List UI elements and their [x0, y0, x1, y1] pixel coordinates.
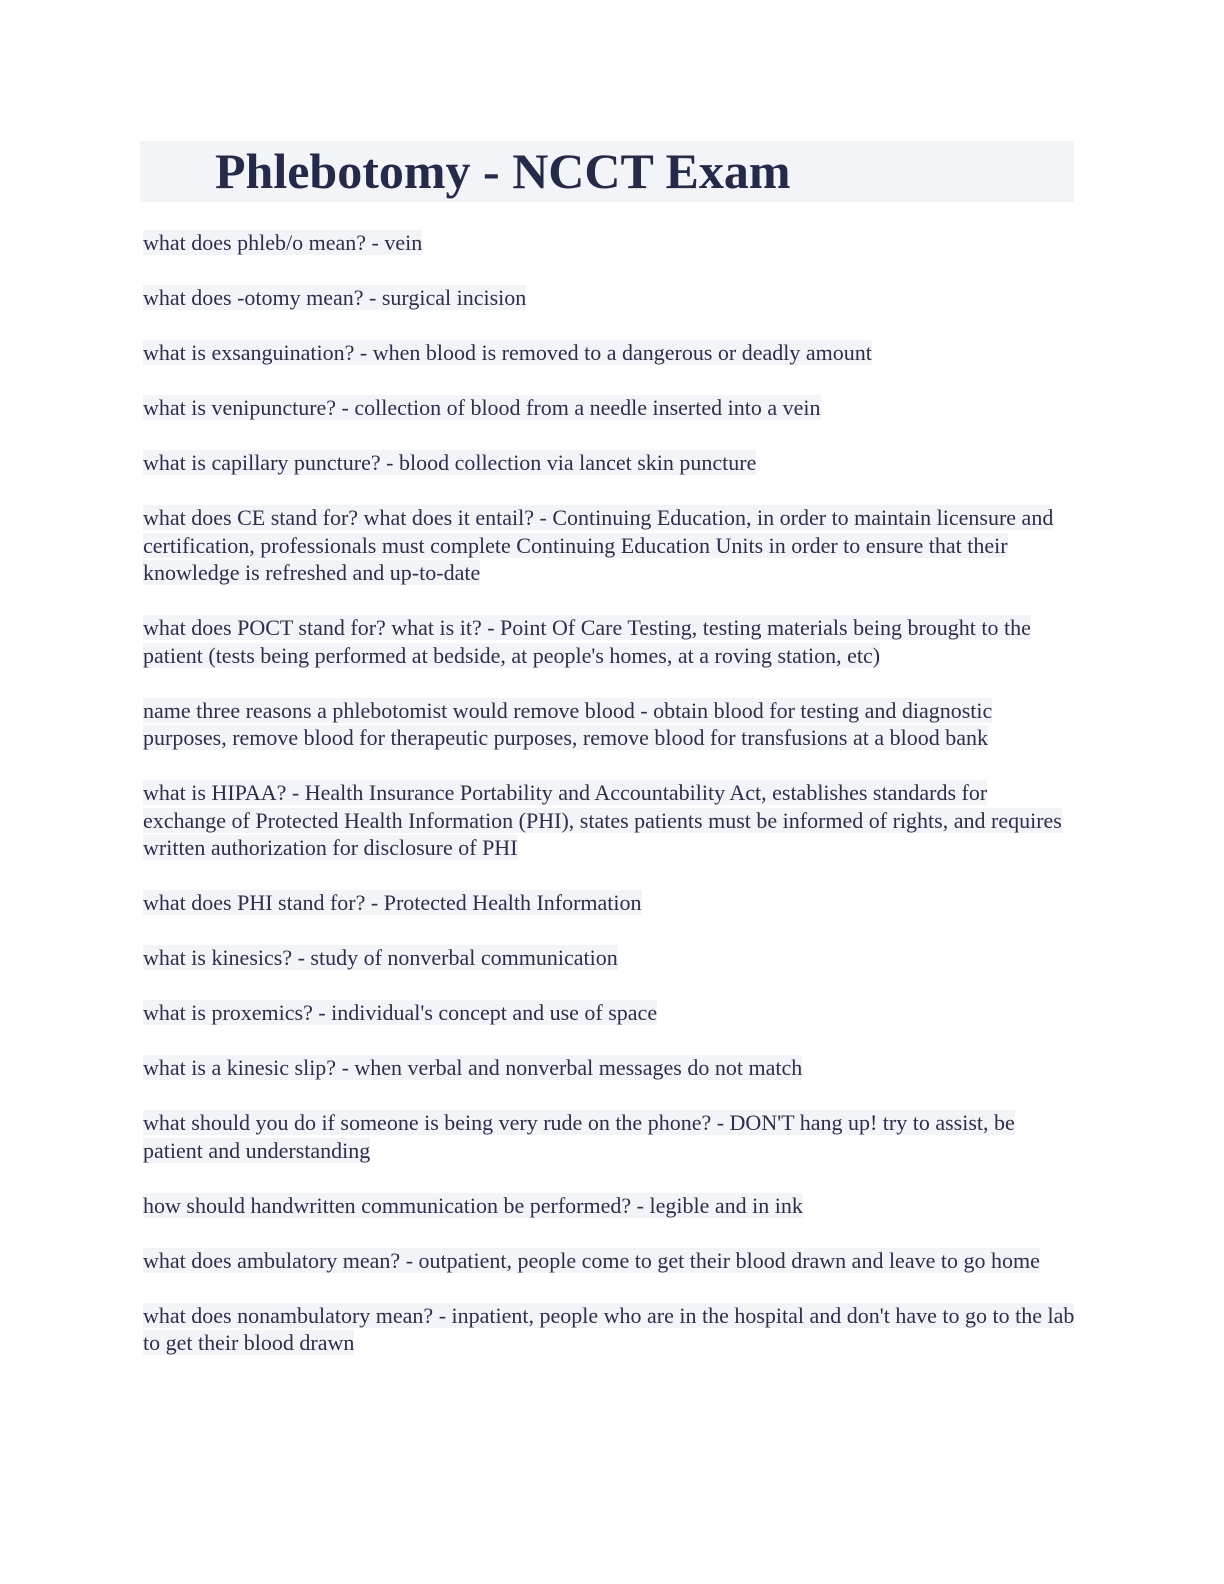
qa-item — [143, 284, 1075, 312]
qa-item-text: what does phleb/o mean? - vein — [143, 230, 423, 255]
qa-item — [143, 339, 1075, 367]
qa-item-text: name three reasons a phlebotomist would remove blood - obtain blood for testing and diagnostic purposes, remove blood for therapeutic purposes, remove blood for transfusions at a blood bank — [143, 697, 993, 750]
qa-item-text: what should you do if someone is being very rude on the phone? - DON'T hang up! try to assist, be patient and understanding — [143, 1110, 1015, 1163]
qa-item-text: what does PHI stand for? - Protected Health Information — [143, 890, 642, 915]
qa-item — [143, 697, 1075, 752]
qa-item — [143, 1109, 1075, 1164]
qa-item-text: what is venipuncture? - collection of blood from a needle inserted into a vein — [143, 395, 821, 420]
qa-item — [143, 779, 1075, 862]
qa-item — [143, 999, 1075, 1027]
page-title: Phlebotomy - NCCT Exam — [215, 143, 791, 199]
qa-item-text: what does -otomy mean? - surgical incision — [143, 285, 527, 310]
qa-item-text: what is a kinesic slip? - when verbal and nonverbal messages do not match — [143, 1055, 803, 1080]
qa-item — [143, 394, 1075, 422]
qa-item — [143, 504, 1075, 587]
qa-item-text: what does POCT stand for? what is it? - Point Of Care Testing, testing materials being brought to the patient (tests being performed at bedside, at people's homes, at a roving station, etc) — [143, 615, 1031, 668]
qa-item-text: what is proxemics? - individual's concept and use of space — [143, 1000, 658, 1025]
title-banner — [140, 141, 1074, 202]
qa-item-text: what is capillary puncture? - blood collection via lancet skin puncture — [143, 450, 757, 475]
qa-item — [143, 1247, 1075, 1275]
qa-item — [143, 1054, 1075, 1082]
qa-item-text: what does CE stand for? what does it entail? - Continuing Education, in order to maintain licensure and certification, professionals must complete Continuing Education Units in order to ensure that their knowledge is refreshed and up-to-date — [143, 505, 1054, 585]
qa-item-text: what is HIPAA? - Health Insurance Portability and Accountability Act, establishes standards for exchange of Protected Health Information (PHI), states patients must be informed of rights, and requires written authorization for disclosure of PHI — [143, 780, 1062, 860]
qa-item-text: what does nonambulatory mean? - inpatient, people who are in the hospital and don't have to go to the lab to get their blood drawn — [143, 1302, 1075, 1355]
qa-item — [143, 944, 1075, 972]
qa-item-text: what is exsanguination? - when blood is removed to a dangerous or deadly amount — [143, 340, 872, 365]
qa-item — [143, 1192, 1075, 1220]
qa-item — [143, 229, 1075, 257]
qa-item-text: how should handwritten communication be performed? - legible and in ink — [143, 1192, 803, 1218]
qa-item — [143, 1302, 1075, 1357]
qa-item-text: what does ambulatory mean? - outpatient, people come to get their blood drawn and leave to go home — [143, 1247, 1040, 1273]
qa-item — [143, 449, 1075, 477]
qa-item-text: what is kinesics? - study of nonverbal communication — [143, 945, 618, 970]
qa-list — [143, 229, 1075, 1384]
qa-item — [143, 614, 1075, 669]
qa-item — [143, 889, 1075, 917]
